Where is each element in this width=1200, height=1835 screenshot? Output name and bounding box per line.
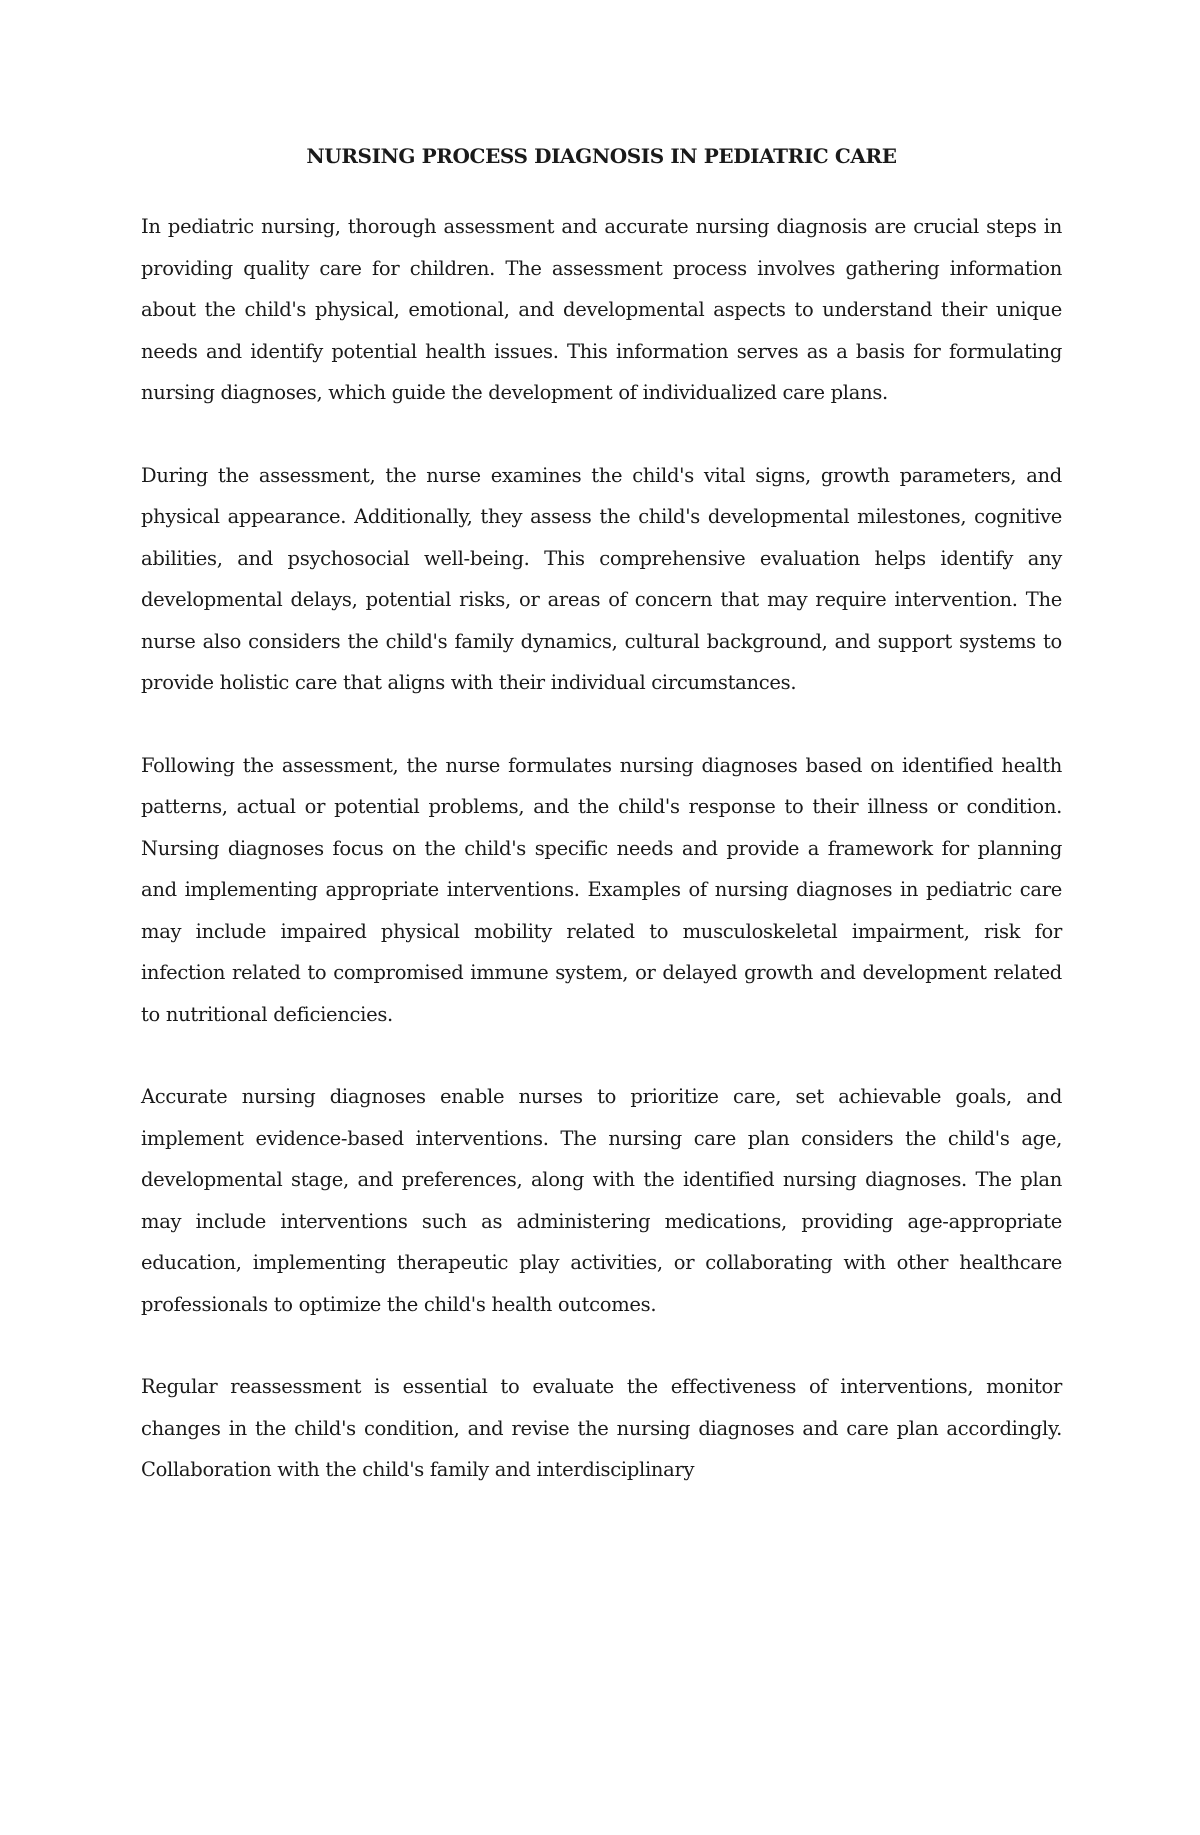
paragraph-2: During the assessment, the nurse examines the child's vital signs, growth parameters, and physical appearance. Additionally, they assess the child's developmental milestones, cognitive abilities, and psychosocial well-being. This comprehensive evaluation helps identify any developmental delays, potential risks, or areas of concern that may require intervention. The nurse also considers the child's family dynamics, cultural background, and support systems to provide holistic care that aligns with their individual circumstances.: [141, 463, 1062, 694]
paragraph-5: Regular reassessment is essential to evaluate the effectiveness of interventions, monitor changes in the child's condition, and revise the nursing diagnoses and care plan accordingly. Collaboration with the child's family and interdisciplinary: [141, 1375, 1062, 1481]
paragraph-1: In pediatric nursing, thorough assessment and accurate nursing diagnosis are crucial steps in providing quality care for children. The assessment process involves gathering information about the child's physical, emotional, and developmental aspects to understand their unique needs and identify potential health issues. This information serves as a basis for formulating nursing diagnoses, which guide the development of individualized care plans.: [141, 215, 1062, 404]
paragraph-4: Accurate nursing diagnoses enable nurses to prioritize care, set achievable goals, and implement evidence-based interventions. The nursing care plan considers the child's age, developmental stage, and preferences, along with the identified nursing diagnoses. The plan may include interventions such as administering medications, providing age-appropriate education, implementing therapeutic play activities, or collaborating with other healthcare professionals to optimize the child's health outcomes.: [141, 1085, 1062, 1316]
document-body: [141, 142, 1062, 1532]
document-title: NURSING PROCESS DIAGNOSIS IN PEDIATRIC CARE: [306, 144, 897, 168]
paragraph-3: Following the assessment, the nurse formulates nursing diagnoses based on identified health patterns, actual or potential problems, and the child's response to their illness or condition. Nursing diagnoses focus on the child's specific needs and provide a framework for planning and implementing appropriate interventions. Examples of nursing diagnoses in pediatric care may include impaired physical mobility related to musculoskeletal impairment, risk for infection related to compromised immune system, or delayed growth and development related to nutritional deficiencies.: [141, 753, 1062, 1026]
